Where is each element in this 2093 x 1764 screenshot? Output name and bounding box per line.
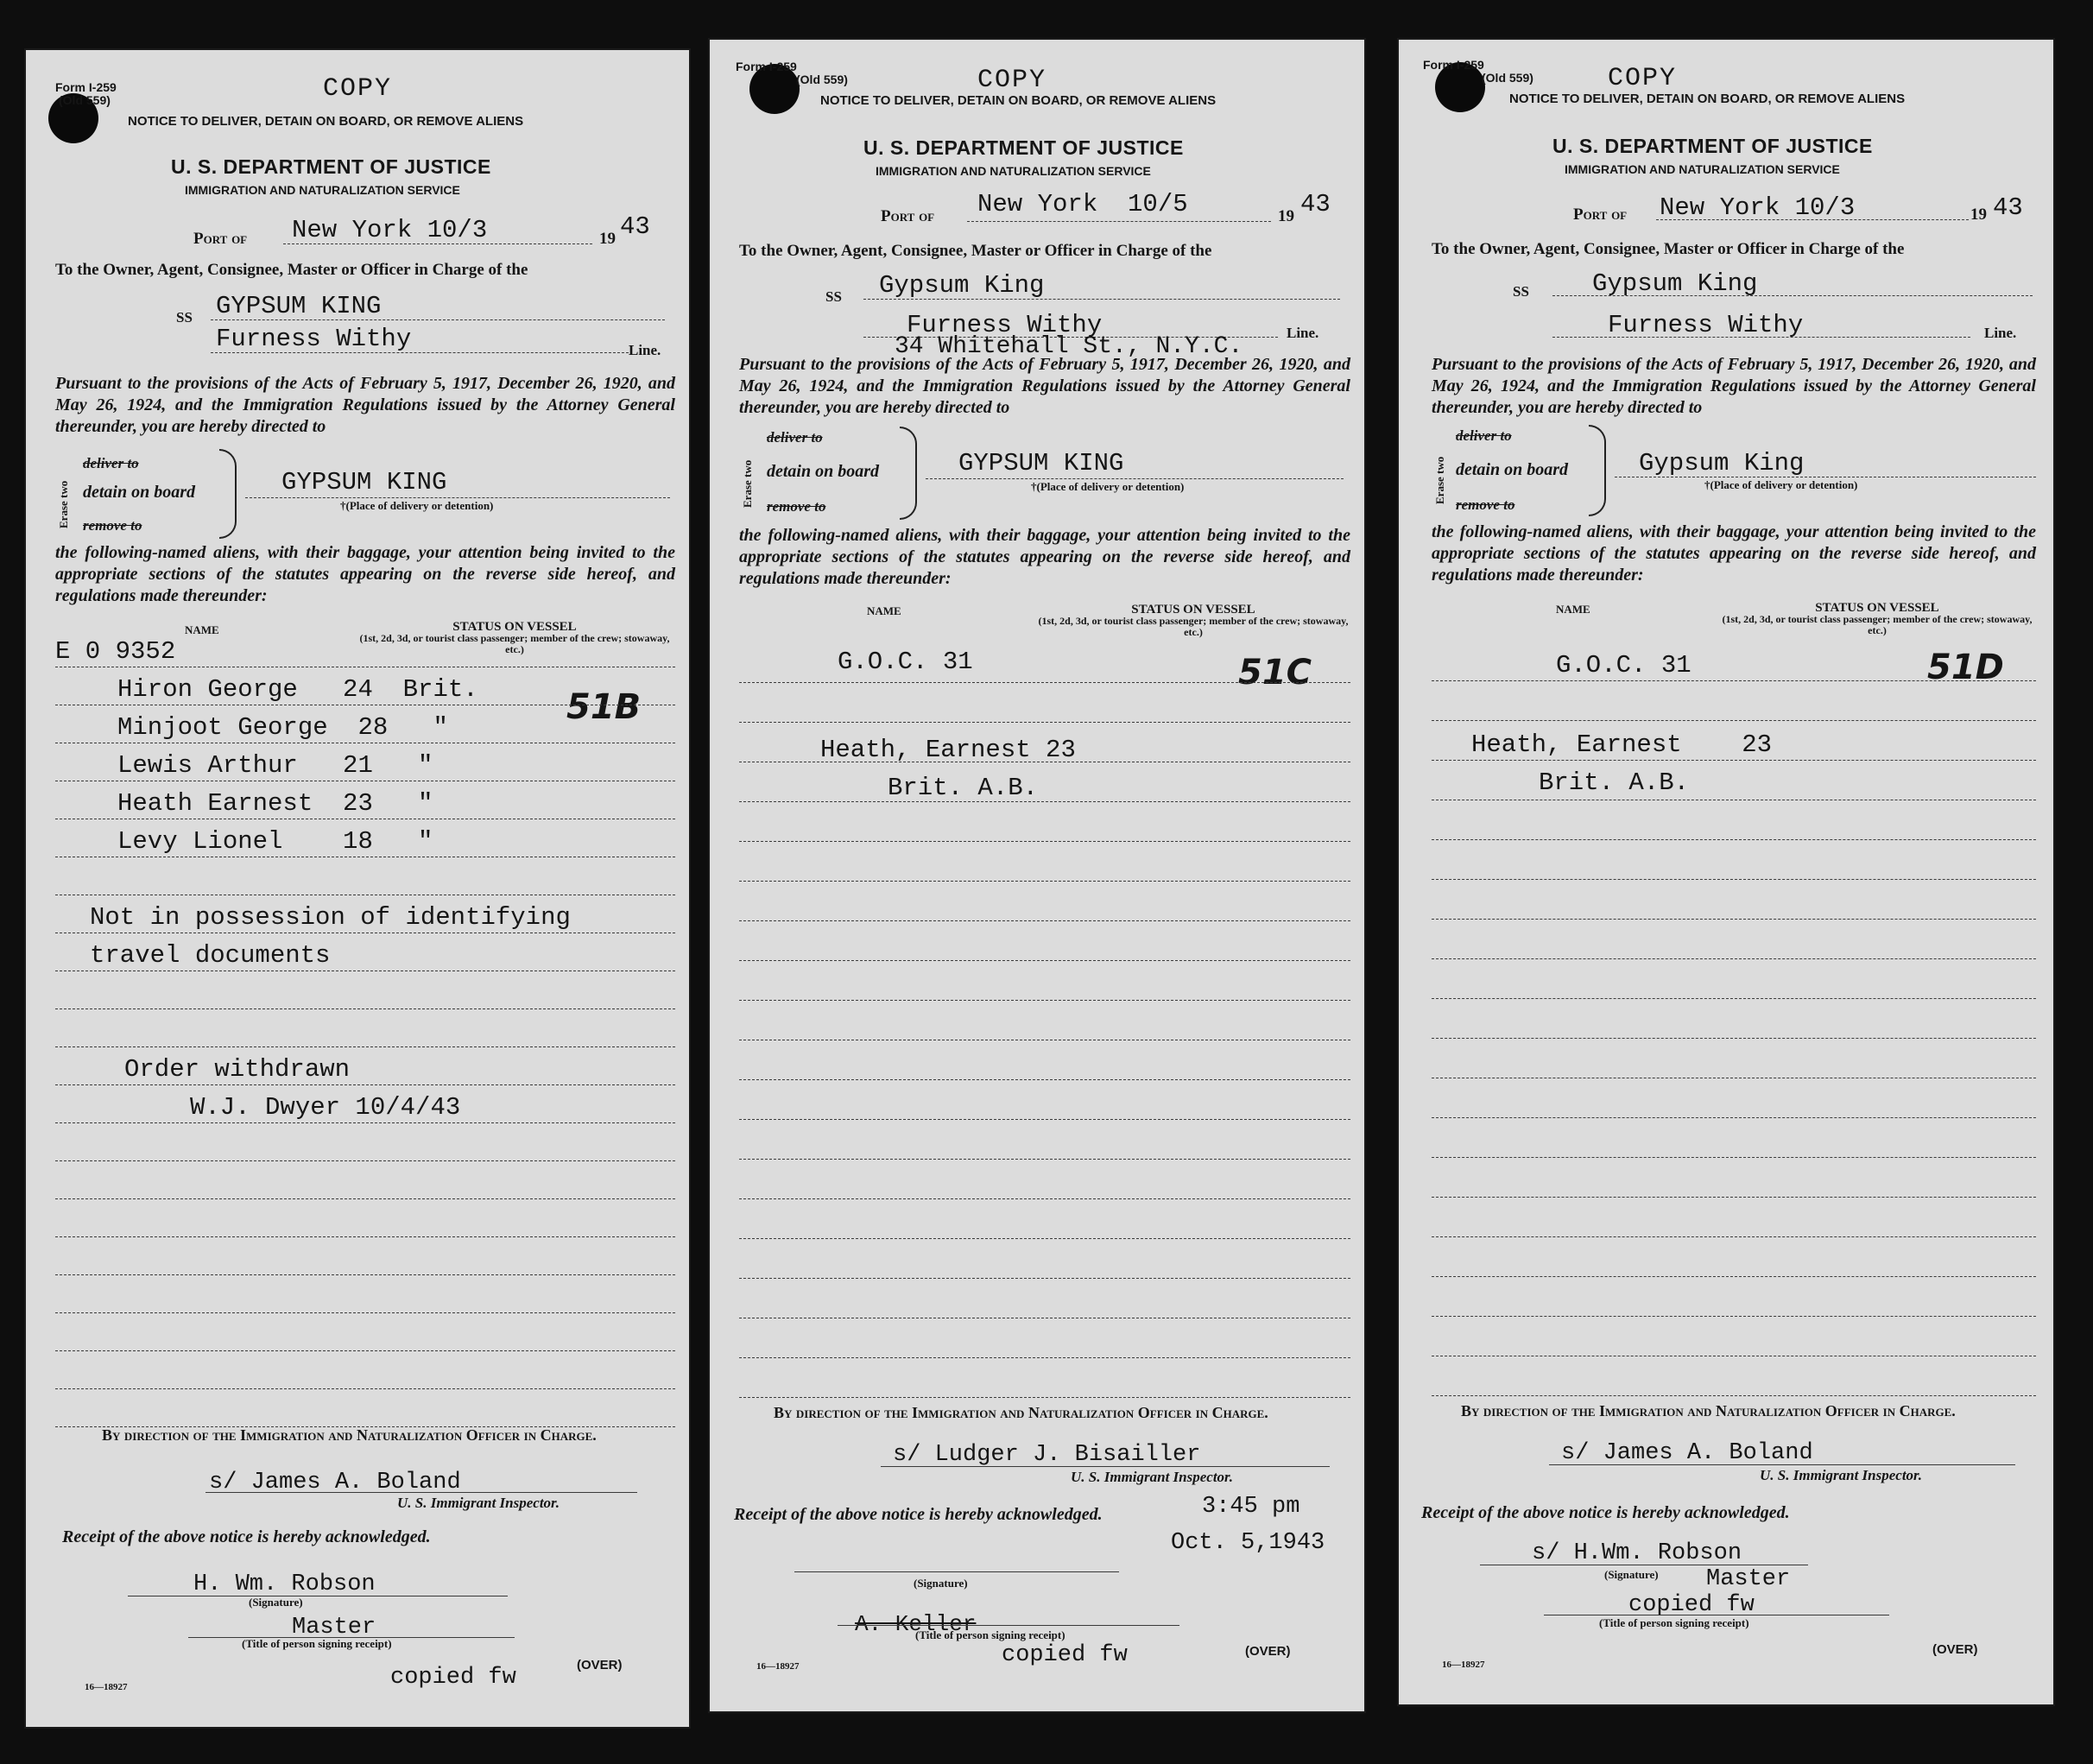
reference-number: G.O.C. 31: [838, 648, 973, 676]
over-label: (OVER): [577, 1658, 623, 1672]
over-label: (OVER): [1932, 1642, 1978, 1657]
line-label: Line.: [1287, 325, 1319, 341]
signer-title: Master: [1706, 1566, 1791, 1592]
ship-name: GYPSUM KING: [216, 292, 382, 320]
receipt-date: Oct. 5,1943: [1171, 1530, 1325, 1556]
ss-label: SS: [1513, 283, 1529, 300]
option-deliver: deliver to: [767, 429, 823, 446]
form-3: [1397, 38, 2055, 1706]
place-value: Gypsum King: [1639, 449, 1805, 477]
form-revision: (Old 559): [1482, 71, 1533, 85]
port-value: New York 10/5: [977, 190, 1188, 218]
service-name: IMMIGRATION AND NATURALIZATION SERVICE: [1565, 162, 1840, 176]
notice-title: NOTICE TO DELIVER, DETAIN ON BOARD, OR REMOVE ALIENS: [1509, 92, 1906, 106]
signature-caption: (Signature): [1604, 1568, 1659, 1581]
port-label: Port of: [193, 230, 248, 248]
port-value: New York 10/3: [1660, 193, 1856, 222]
line-name: Furness Withy: [216, 325, 412, 353]
status-header: STATUS ON VESSEL (1st, 2d, 3d, or tourist class passenger; member of the crew; stowaway, etc.): [1722, 601, 2033, 636]
to-owner-text: To the Owner, Agent, Consignee, Master or Officer in Charge of the: [55, 261, 528, 279]
service-name: IMMIGRATION AND NATURALIZATION SERVICE: [876, 164, 1151, 178]
year-prefix: 19: [1970, 205, 1987, 224]
option-deliver: deliver to: [1456, 427, 1512, 444]
department: U. S. DEPARTMENT OF JUSTICE: [863, 136, 1184, 159]
entry-row: Lewis Arthur 21 ": [117, 751, 433, 780]
place-value: GYPSUM KING: [958, 449, 1124, 477]
line-address: 34 Whitehall St., N.Y.C.: [895, 333, 1243, 360]
entry-row: Brit. A.B.: [888, 774, 1039, 802]
form-2: [708, 38, 1366, 1713]
copied-note: copied fw: [1002, 1642, 1128, 1668]
form-number: Form I-259: [55, 80, 117, 94]
form-revision: (Old 559): [796, 73, 848, 86]
print-number: 16—18927: [85, 1682, 128, 1692]
port-label: Port of: [881, 207, 935, 225]
status-header: STATUS ON VESSEL (1st, 2d, 3d, or tourist class passenger; member of the crew; stowaway, etc.): [1038, 603, 1349, 638]
receipt-text: Receipt of the above notice is hereby acknowledged.: [734, 1505, 1103, 1524]
option-remove: remove to: [83, 517, 142, 534]
receipt-text: Receipt of the above notice is hereby acknowledged.: [62, 1527, 431, 1546]
option-detain: detain on board: [83, 483, 196, 502]
over-label: (OVER): [1245, 1644, 1291, 1659]
signer-title: Master: [292, 1615, 376, 1641]
print-number: 16—18927: [756, 1661, 800, 1672]
entry-row: Heath Earnest 23 ": [117, 789, 433, 818]
year-prefix: 19: [599, 230, 616, 248]
year-value: 43: [1993, 193, 2023, 222]
form-number: Form I-259: [736, 60, 797, 73]
year-prefix: 19: [1278, 207, 1294, 225]
remark-line: Not in possession of identifying: [90, 903, 571, 932]
place-value: GYPSUM KING: [281, 468, 447, 496]
option-remove: remove to: [1456, 496, 1515, 513]
erase-two-note: Erase two: [741, 459, 754, 508]
handwritten-mark: 51D: [1927, 648, 2004, 687]
place-caption: †(Place of delivery or detention): [1031, 480, 1185, 493]
line-label: Line.: [629, 342, 661, 358]
option-detain: detain on board: [767, 462, 880, 481]
inspector-signature: s/ James A. Boland: [209, 1470, 461, 1495]
line-name: Furness Withy: [907, 311, 1103, 339]
line-name: Furness Withy: [1608, 311, 1804, 339]
place-caption: †(Place of delivery or detention): [1704, 478, 1858, 491]
form-number: Form I-259: [1423, 58, 1484, 72]
ship-name: Gypsum King: [879, 271, 1045, 300]
notice-title: NOTICE TO DELIVER, DETAIN ON BOARD, OR REMOVE ALIENS: [820, 93, 1217, 108]
option-deliver: deliver to: [83, 455, 139, 471]
pursuant-text: Pursuant to the provisions of the Acts of February 5, 1917, December 26, 1920, and May 26, 1924, and the Immigration Regulations issued by the Attorney General thereunder, you are hereby directed to: [55, 374, 675, 436]
port-label: Port of: [1573, 205, 1628, 224]
following-text: the following-named aliens, with their baggage, your attention being invited to the appropriate sections of the statutes appearing on the reverse side hereof, and regulations made thereunder:: [1432, 522, 2036, 585]
copy-stamp: COPY: [977, 66, 1047, 95]
pursuant-text: Pursuant to the provisions of the Acts of February 5, 1917, December 26, 1920, and May 26, 1924, and the Immigration Regulations issued by the Attorney General thereunder, you are hereby directed to: [1432, 355, 2036, 417]
title-caption: (Title of person signing receipt): [915, 1628, 1065, 1641]
option-detain: detain on board: [1456, 460, 1569, 479]
receipt-text: Receipt of the above notice is hereby acknowledged.: [1421, 1503, 1790, 1522]
place-caption: †(Place of delivery or detention): [340, 499, 494, 512]
ship-name: Gypsum King: [1592, 269, 1758, 298]
copy-stamp: COPY: [1608, 64, 1678, 93]
title-caption: (Title of person signing receipt): [1599, 1616, 1749, 1629]
year-value: 43: [620, 212, 650, 241]
title-caption: (Title of person signing receipt): [242, 1637, 392, 1650]
to-owner-text: To the Owner, Agent, Consignee, Master or Officer in Charge of the: [739, 242, 1212, 260]
following-text: the following-named aliens, with their baggage, your attention being invited to the appropriate sections of the statutes appearing on the reverse side hereof, and regulations made thereunder:: [739, 526, 1350, 588]
entry-row: Hiron George 24 Brit.: [117, 675, 478, 704]
year-value: 43: [1300, 190, 1331, 218]
erase-two-note: Erase two: [57, 480, 70, 528]
copy-stamp: COPY: [323, 74, 393, 104]
receipt-time: 3:45 pm: [1202, 1494, 1300, 1520]
to-owner-text: To the Owner, Agent, Consignee, Master or Officer in Charge of the: [1432, 240, 1905, 258]
pursuant-text: Pursuant to the provisions of the Acts of February 5, 1917, December 26, 1920, and May 26, 1924, and the Immigration Regulations issued by the Attorney General thereunder, you are hereby directed to: [739, 355, 1350, 417]
inspector-title: U. S. Immigrant Inspector.: [1760, 1467, 1922, 1483]
form-1: [24, 48, 691, 1729]
inspector-signature: s/ James A. Boland: [1561, 1440, 1813, 1466]
signer-title: A. Keller: [855, 1611, 977, 1637]
entry-row: Levy Lionel 18 ": [117, 827, 433, 856]
entry-row: Heath, Earnest 23: [1471, 730, 1773, 759]
receipt-signature: H. Wm. Robson: [193, 1571, 376, 1597]
entry-row: Heath, Earnest 23: [820, 736, 1076, 764]
copied-note: copied fw: [390, 1665, 516, 1691]
signature-caption: (Signature): [249, 1596, 303, 1609]
status-header: STATUS ON VESSEL (1st, 2d, 3d, or tourist class passenger; member of the crew; stowaway, etc.): [359, 620, 670, 655]
notice-title: NOTICE TO DELIVER, DETAIN ON BOARD, OR REMOVE ALIENS: [128, 114, 524, 129]
erase-two-note: Erase two: [1433, 456, 1446, 504]
inspector-title: U. S. Immigrant Inspector.: [1071, 1469, 1233, 1485]
line-label: Line.: [1984, 325, 2017, 341]
inspector-title: U. S. Immigrant Inspector.: [397, 1495, 560, 1511]
remark-line: Order withdrawn: [124, 1055, 351, 1084]
copied-note: copied fw: [1628, 1592, 1755, 1618]
following-text: the following-named aliens, with their baggage, your attention being invited to the appropriate sections of the statutes appearing on the reverse side hereof, and regulations made thereunder:: [55, 543, 675, 605]
direction-text: By direction of the Immigration and Naturalization Officer in Charge.: [1461, 1402, 1956, 1419]
remark-line: travel documents: [90, 941, 331, 970]
handwritten-mark: 51B: [566, 687, 642, 727]
name-header: NAME: [867, 604, 901, 617]
handwritten-mark: 51C: [1238, 653, 1312, 692]
service-name: IMMIGRATION AND NATURALIZATION SERVICE: [185, 183, 460, 197]
receipt-signature: s/ H.Wm. Robson: [1532, 1540, 1742, 1566]
name-header: NAME: [1556, 603, 1590, 616]
direction-text: By direction of the Immigration and Naturalization Officer in Charge.: [102, 1426, 597, 1444]
direction-text: By direction of the Immigration and Naturalization Officer in Charge.: [774, 1404, 1268, 1421]
entry-row: Minjoot George 28 ": [117, 713, 448, 742]
department: U. S. DEPARTMENT OF JUSTICE: [171, 155, 491, 178]
reference-number: G.O.C. 31: [1556, 651, 1691, 680]
ss-label: SS: [176, 309, 193, 326]
inspector-signature: s/ Ludger J. Bisailler: [893, 1442, 1201, 1468]
remark-line: W.J. Dwyer 10/4/43: [190, 1093, 461, 1122]
option-remove: remove to: [767, 498, 826, 515]
print-number: 16—18927: [1442, 1660, 1485, 1670]
signature-caption: (Signature): [914, 1577, 968, 1590]
department: U. S. DEPARTMENT OF JUSTICE: [1552, 135, 1873, 157]
form-revision: (Old 559): [59, 93, 111, 107]
port-value: New York 10/3: [292, 216, 488, 244]
name-header: NAME: [185, 623, 219, 636]
ss-label: SS: [825, 288, 842, 305]
entry-row: Brit. A.B.: [1539, 768, 1690, 797]
reference-number: E 0 9352: [55, 637, 176, 666]
